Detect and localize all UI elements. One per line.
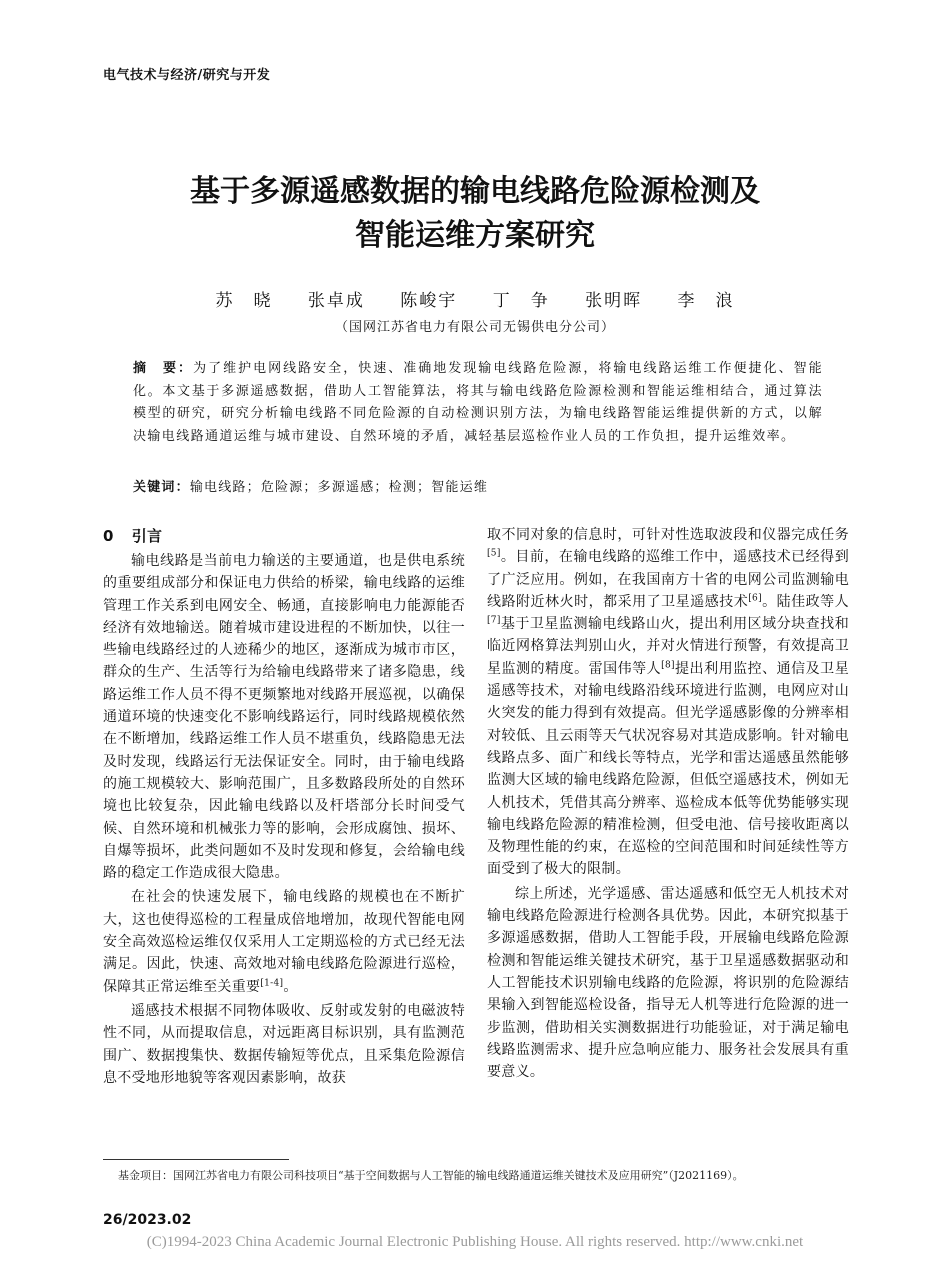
paragraph-text: 。陆佳政等人 bbox=[761, 593, 849, 610]
paragraph bbox=[487, 524, 849, 881]
author-list bbox=[60, 286, 890, 311]
paragraph-text: 取不同对象的信息时，可针对性选取波段和仪器完成任务 bbox=[487, 527, 849, 543]
paper-title bbox=[60, 170, 890, 258]
author-name: 丁 争 bbox=[492, 291, 550, 311]
keywords-label: 关键词： bbox=[133, 480, 190, 495]
citation: [6] bbox=[748, 593, 762, 604]
section-title: 引言 bbox=[131, 527, 163, 545]
keywords-text: 输电线路；危险源；多源遥感；检测；智能运维 bbox=[189, 480, 489, 495]
abstract bbox=[133, 358, 823, 448]
left-column bbox=[103, 524, 465, 1091]
title-line-2: 智能运维方案研究 bbox=[355, 218, 595, 253]
paragraph-text: 提出利用监控、通信及卫星遥感等技术，对输电线路沿线环境进行监测，电网应对山火突发的能力得到有效提高。但光学遥感影像的分辨率相对较低、且云雨等天气状况容易对其造成影响。针对输电线路点多、面广和线长等特点，光学和雷达遥感虽然能够监测大区域的输电线路危险源，但低空遥感技术，例如无人机技术，凭借其高分辨率、巡检成本低等优势能够实现输电线路危险源的精准检测，但受电池、信号接收距离以及物理性能的约束，在巡检的空间范围和时间延续性等方面受到了极大的限制。 bbox=[487, 660, 849, 878]
copyright-notice: (C)1994-2023 China Academic Journal Electronic Publishing House. All rights reserved. http://www.cnki.net bbox=[146, 1234, 804, 1250]
abstract-label: 摘 要： bbox=[133, 361, 194, 376]
abstract-text: 为了维护电网线路安全，快速、准确地发现输电线路危险源，将输电线路运维工作便捷化、智能化。本文基于多源遥感数据，借助人工智能算法，将其与输电线路危险源检测和智能运维相结合，通过算法模型的研究，研究分析输电线路不同危险源的自动检测识别方法，为输电线路智能运维提供新的方式，以解决输电线路通道运维与城市建设、自然环境的矛盾，减轻基层巡检作业人员的工作负担，提升运维效率。 bbox=[133, 361, 823, 444]
author-name: 苏 晓 bbox=[215, 291, 273, 311]
author-name: 张明晖 bbox=[585, 291, 643, 311]
paragraph: 遥感技术根据不同物体吸收、反射或发射的电磁波特性不同，从而提取信息，对远距离目标识别，具有监测范围广、数据搜集快、数据传输短等优点，且采集危险源信息不受地形地貌等客观因素影响，故获 bbox=[103, 1002, 465, 1086]
paragraph bbox=[103, 886, 465, 997]
page-number: 26/2023.02 bbox=[103, 1212, 192, 1228]
paragraph-text: 在社会的快速发展下，输电线路的规模也在不断扩大，这也使得巡检的工程量成倍地增加，故现代智能电网安全高效巡检运维仅仅采用人工定期巡检的方式已经无法满足。因此，快速、高效地对输电线路危险源进行巡检，保障其正常运维至关重要 bbox=[103, 889, 465, 995]
affiliation: （国网江苏省电力有限公司无锡供电分公司） bbox=[334, 320, 615, 335]
citation: [7] bbox=[487, 615, 501, 626]
author-name: 陈峻宇 bbox=[400, 291, 458, 311]
section-heading bbox=[103, 524, 465, 548]
running-header: 电气技术与经济/研究与开发 bbox=[103, 68, 271, 83]
author-name: 李 浪 bbox=[677, 291, 735, 311]
citation: [1-4] bbox=[260, 977, 284, 988]
citation: [8] bbox=[661, 660, 675, 671]
citation: [5] bbox=[487, 548, 501, 559]
footnote-rule bbox=[103, 1159, 289, 1160]
section-number: 0 bbox=[103, 527, 114, 545]
title-line-1: 基于多源遥感数据的输电线路危险源检测及 bbox=[190, 174, 760, 209]
paragraph-text: 。目前，在输电线路的巡维工作中，遥感技术已经得到了广泛应用。例如，在我国南方十省的电网公司监测输电线路附近林火时，都采用了卫星遥感技术 bbox=[487, 549, 849, 610]
paragraph: 综上所述，光学遥感、雷达遥感和低空无人机技术对输电线路危险源进行检测各具优势。因此，本研究拟基于多源遥感数据，借助人工智能手段，开展输电线路危险源检测和智能运维关键技术研究，基于卫星遥感数据驱动和人工智能技术识别输电线路的危险源，将识别的危险源结果输入到智能巡检设备，指导无人机等进行危险源的进一步监测，借助相关实测数据进行功能验证，对于满足输电线路监测需求、提升应急响应能力、服务社会发展具有重要意义。 bbox=[487, 885, 849, 1081]
funding-footnote: 基金项目：国网江苏省电力有限公司科技项目“基于空间数据与人工智能的输电线路通道运维关键技术及应用研究”（J2021169）。 bbox=[118, 1169, 744, 1182]
paragraph-text: 基于卫星监测输电线路山火，提出利用区域分块查找和临近网格算法判别山火，并对火情进行预警，有效提高卫星监测的精度。雷国伟等人 bbox=[487, 616, 849, 677]
right-column bbox=[487, 524, 849, 1085]
keywords bbox=[133, 478, 823, 498]
author-name: 张卓成 bbox=[307, 291, 365, 311]
paragraph: 输电线路是当前电力输送的主要通道，也是供电系统的重要组成部分和保证电力供给的桥梁，输电线路的运维管理工作关系到电网安全、畅通，直接影响电力能源能否经济有效地输送。随着城市建设进程的不断加快，以往一些输电线路经过的人迹稀少的地区，逐渐成为城市市区，群众的生产、生活等行为给输电线路带来了诸多隐患，线路运维工作人员不得不更频繁地对线路开展巡视，以确保通道环境的快速变化不影响线路运行，同时线路规模依然在不断增加，线路运维工作人员不堪重负，线路隐患无法及时发现，线路运行无法保证安全。同时，由于输电线路的施工规模较大、影响范围广，且多数路段所处的自然环境也比较复杂，因此输电线路以及杆塔部分长时间受气候、自然环境和机械张力等的影响，会形成腐蚀、损坏、自爆等损坏，此类问题如不及时发现和修复，会给输电线路的稳定工作造成很大隐患。 bbox=[103, 553, 465, 882]
paragraph-text: 。 bbox=[283, 978, 298, 995]
